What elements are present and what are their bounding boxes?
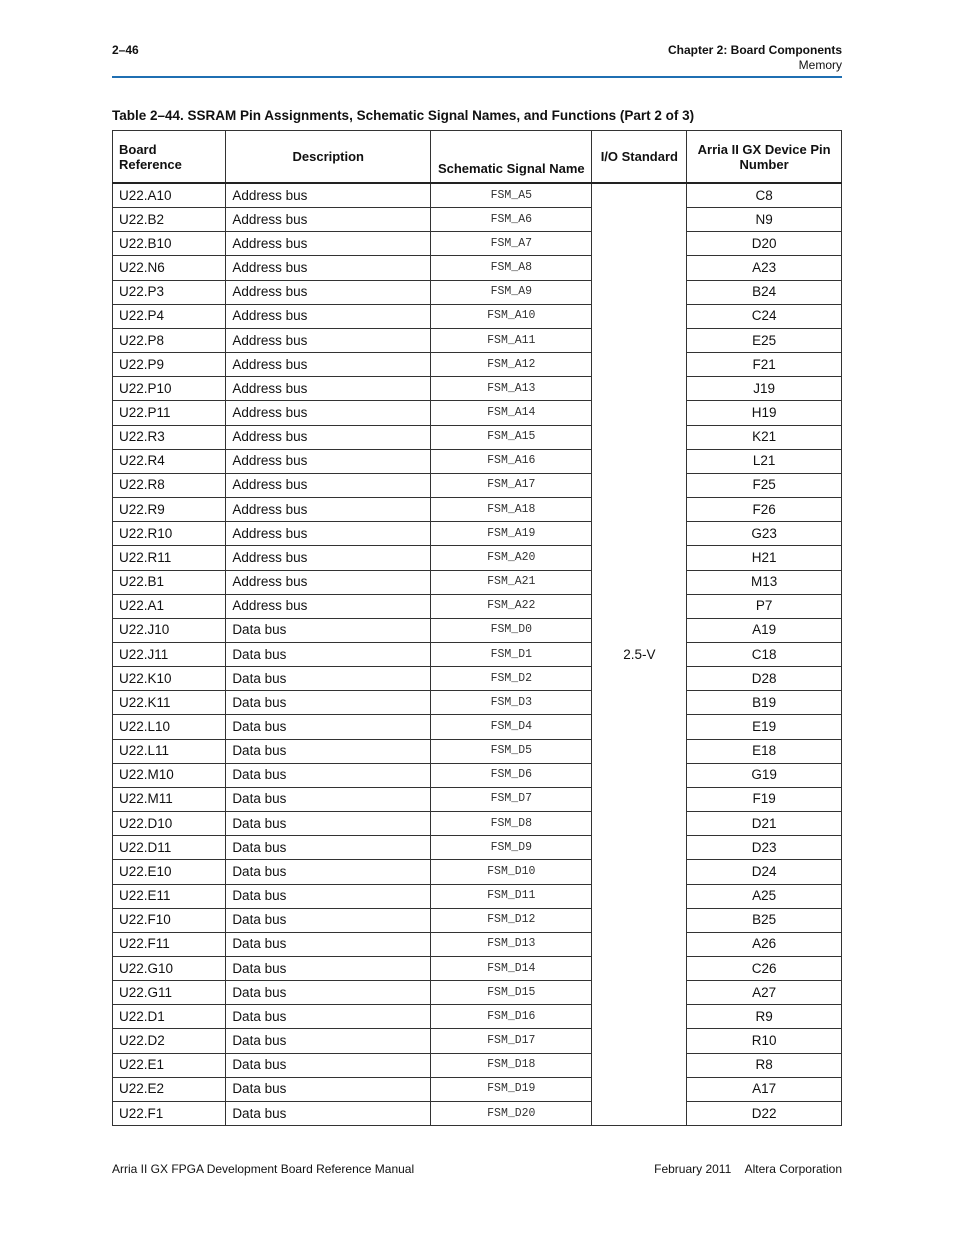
pin-number-cell: P7 [687,594,842,618]
pin-number-cell: H19 [687,401,842,425]
table-row [113,642,842,666]
board-reference-cell: U22.K10 [113,667,226,691]
footer-date: February 2011 [654,1162,732,1176]
pin-number-cell: A27 [687,981,842,1005]
io-standard-cell: 2.5-V [592,183,687,1126]
description-cell: Address bus [226,522,431,546]
board-reference-cell: U22.E1 [113,1053,226,1077]
signal-name-cell: FSM_A16 [431,449,592,473]
table-row [113,763,842,787]
board-reference-cell: U22.D1 [113,1005,226,1029]
description-cell: Data bus [226,932,431,956]
pin-number-cell: R10 [687,1029,842,1053]
signal-name-cell: FSM_D12 [431,908,592,932]
signal-name-cell: FSM_A22 [431,594,592,618]
board-reference-cell: U22.R4 [113,449,226,473]
signal-name-cell: FSM_D14 [431,957,592,981]
signal-name-cell: FSM_D7 [431,787,592,811]
table-row [113,836,842,860]
pin-number-cell: A25 [687,884,842,908]
description-cell: Data bus [226,739,431,763]
description-cell: Address bus [226,594,431,618]
description-cell: Data bus [226,787,431,811]
description-cell: Data bus [226,691,431,715]
signal-name-cell: FSM_D6 [431,763,592,787]
description-cell: Address bus [226,256,431,280]
description-cell: Address bus [226,377,431,401]
signal-name-cell: FSM_A18 [431,498,592,522]
signal-name-cell: FSM_A10 [431,304,592,328]
board-reference-cell: U22.K11 [113,691,226,715]
description-cell: Data bus [226,763,431,787]
signal-name-cell: FSM_A12 [431,353,592,377]
table-row [113,280,842,304]
table-row [113,860,842,884]
pin-number-cell: R9 [687,1005,842,1029]
board-reference-cell: U22.R10 [113,522,226,546]
description-cell: Address bus [226,401,431,425]
pin-number-cell: F21 [687,353,842,377]
description-cell: Address bus [226,328,431,352]
table-row [113,691,842,715]
board-reference-cell: U22.P10 [113,377,226,401]
signal-name-cell: FSM_D18 [431,1053,592,1077]
board-reference-cell: U22.G10 [113,957,226,981]
signal-name-cell: FSM_D8 [431,812,592,836]
signal-name-cell: FSM_D4 [431,715,592,739]
board-reference-cell: U22.F11 [113,932,226,956]
pin-number-cell: E18 [687,739,842,763]
pin-number-cell: C8 [687,183,842,208]
signal-name-cell: FSM_A5 [431,183,592,208]
pin-number-cell: B24 [687,280,842,304]
board-reference-cell: U22.E11 [113,884,226,908]
description-cell: Address bus [226,280,431,304]
signal-name-cell: FSM_D15 [431,981,592,1005]
table-row [113,401,842,425]
pin-number-cell: C26 [687,957,842,981]
pin-number-cell: F25 [687,473,842,497]
table-row [113,1077,842,1101]
description-cell: Address bus [226,208,431,232]
signal-name-cell: FSM_D17 [431,1029,592,1053]
board-reference-cell: U22.P4 [113,304,226,328]
pin-number-cell: C24 [687,304,842,328]
board-reference-cell: U22.P8 [113,328,226,352]
description-cell: Data bus [226,812,431,836]
pin-number-cell: B19 [687,691,842,715]
page-number: 2–46 [112,43,139,57]
table-row [113,449,842,473]
pin-number-cell: D28 [687,667,842,691]
signal-name-cell: FSM_A7 [431,232,592,256]
table-row [113,618,842,642]
signal-name-cell: FSM_A21 [431,570,592,594]
table-row [113,1101,842,1125]
pin-number-cell: A19 [687,618,842,642]
table-row [113,1053,842,1077]
description-cell: Address bus [226,546,431,570]
col-header-signal-name: Schematic Signal Name [431,131,592,184]
signal-name-cell: FSM_A15 [431,425,592,449]
table-row [113,1005,842,1029]
board-reference-cell: U22.D2 [113,1029,226,1053]
signal-name-cell: FSM_D1 [431,642,592,666]
pin-number-cell: B25 [687,908,842,932]
table-row [113,570,842,594]
table-row [113,884,842,908]
table-row [113,787,842,811]
pin-number-cell: J19 [687,377,842,401]
signal-name-cell: FSM_A11 [431,328,592,352]
description-cell: Address bus [226,473,431,497]
table-row [113,304,842,328]
table-row [113,425,842,449]
description-cell: Data bus [226,618,431,642]
board-reference-cell: U22.P9 [113,353,226,377]
description-cell: Address bus [226,232,431,256]
description-cell: Data bus [226,1101,431,1125]
description-cell: Address bus [226,425,431,449]
board-reference-cell: U22.B2 [113,208,226,232]
description-cell: Data bus [226,667,431,691]
signal-name-cell: FSM_D3 [431,691,592,715]
board-reference-cell: U22.L11 [113,739,226,763]
running-header [668,43,842,73]
table-row [113,932,842,956]
board-reference-cell: U22.M11 [113,787,226,811]
table-row [113,232,842,256]
board-reference-cell: U22.A1 [113,594,226,618]
description-cell: Address bus [226,449,431,473]
signal-name-cell: FSM_A19 [431,522,592,546]
signal-name-cell: FSM_D0 [431,618,592,642]
signal-name-cell: FSM_D10 [431,860,592,884]
board-reference-cell: U22.B10 [113,232,226,256]
description-cell: Address bus [226,570,431,594]
board-reference-cell: U22.P11 [113,401,226,425]
pin-number-cell: F19 [687,787,842,811]
table-row [113,473,842,497]
signal-name-cell: FSM_A9 [431,280,592,304]
description-cell: Data bus [226,981,431,1005]
board-reference-cell: U22.M10 [113,763,226,787]
pin-number-cell: A17 [687,1077,842,1101]
board-reference-cell: U22.R8 [113,473,226,497]
description-cell: Data bus [226,908,431,932]
description-cell: Data bus [226,715,431,739]
pin-number-cell: G23 [687,522,842,546]
signal-name-cell: FSM_D20 [431,1101,592,1125]
table-body [113,183,842,1126]
pin-number-cell: A26 [687,932,842,956]
board-reference-cell: U22.B1 [113,570,226,594]
pin-number-cell: E25 [687,328,842,352]
pin-number-cell: H21 [687,546,842,570]
signal-name-cell: FSM_D5 [431,739,592,763]
board-reference-cell: U22.D10 [113,812,226,836]
signal-name-cell: FSM_A20 [431,546,592,570]
signal-name-cell: FSM_A6 [431,208,592,232]
col-header-description: Description [226,131,431,184]
pin-number-cell: D21 [687,812,842,836]
description-cell: Data bus [226,957,431,981]
table-row [113,1029,842,1053]
signal-name-cell: FSM_D9 [431,836,592,860]
board-reference-cell: U22.E10 [113,860,226,884]
pin-number-cell: L21 [687,449,842,473]
table-row [113,208,842,232]
description-cell: Data bus [226,1053,431,1077]
col-header-pin-number: Arria II GX Device Pin Number [687,131,842,184]
signal-name-cell: FSM_A13 [431,377,592,401]
board-reference-cell: U22.G11 [113,981,226,1005]
description-cell: Address bus [226,183,431,208]
footer-manual-title: Arria II GX FPGA Development Board Reference Manual [112,1162,415,1176]
table-header-row [113,131,842,184]
table-row [113,353,842,377]
signal-name-cell: FSM_D11 [431,884,592,908]
footer-right [654,1162,842,1176]
table-row [113,522,842,546]
description-cell: Data bus [226,860,431,884]
table-row [113,546,842,570]
board-reference-cell: U22.N6 [113,256,226,280]
board-reference-cell: U22.R3 [113,425,226,449]
description-cell: Data bus [226,642,431,666]
board-reference-cell: U22.A10 [113,183,226,208]
table-row [113,715,842,739]
table-row [113,981,842,1005]
table-row [113,328,842,352]
board-reference-cell: U22.D11 [113,836,226,860]
pin-number-cell: D20 [687,232,842,256]
header-rule [112,76,842,78]
board-reference-cell: U22.R9 [113,498,226,522]
board-reference-cell: U22.P3 [113,280,226,304]
pin-assignment-table [112,130,842,1126]
table-caption: Table 2–44. SSRAM Pin Assignments, Schematic Signal Names, and Functions (Part 2 of 3) [112,108,695,123]
signal-name-cell: FSM_D19 [431,1077,592,1101]
signal-name-cell: FSM_A8 [431,256,592,280]
table-row [113,183,842,208]
pin-number-cell: D24 [687,860,842,884]
board-reference-cell: U22.E2 [113,1077,226,1101]
chapter-title: Chapter 2: Board Components [667,43,842,57]
section-title: Memory [798,58,842,72]
signal-name-cell: FSM_D13 [431,932,592,956]
description-cell: Address bus [226,353,431,377]
description-cell: Data bus [226,1077,431,1101]
pin-number-cell: M13 [687,570,842,594]
signal-name-cell: FSM_D2 [431,667,592,691]
board-reference-cell: U22.L10 [113,715,226,739]
col-header-io-standard: I/O Standard [592,131,687,184]
signal-name-cell: FSM_A17 [431,473,592,497]
description-cell: Data bus [226,1005,431,1029]
table-row [113,377,842,401]
table-row [113,812,842,836]
table-row [113,498,842,522]
description-cell: Data bus [226,836,431,860]
pin-number-cell: A23 [687,256,842,280]
description-cell: Address bus [226,304,431,328]
board-reference-cell: U22.F1 [113,1101,226,1125]
pin-number-cell: G19 [687,763,842,787]
pin-number-cell: F26 [687,498,842,522]
pin-number-cell: R8 [687,1053,842,1077]
pin-number-cell: C18 [687,642,842,666]
description-cell: Data bus [226,884,431,908]
description-cell: Address bus [226,498,431,522]
pin-number-cell: D23 [687,836,842,860]
board-reference-cell: U22.J11 [113,642,226,666]
pin-number-cell: E19 [687,715,842,739]
description-cell: Data bus [226,1029,431,1053]
pin-number-cell: D22 [687,1101,842,1125]
table-row [113,957,842,981]
board-reference-cell: U22.J10 [113,618,226,642]
table-row [113,667,842,691]
table-row [113,908,842,932]
board-reference-cell: U22.R11 [113,546,226,570]
signal-name-cell: FSM_A14 [431,401,592,425]
col-header-board-reference: Board Reference [113,131,226,184]
pin-number-cell: K21 [687,425,842,449]
pin-number-cell: N9 [687,208,842,232]
table-row [113,256,842,280]
footer-company: Altera Corporation [744,1162,842,1176]
signal-name-cell: FSM_D16 [431,1005,592,1029]
table-row [113,739,842,763]
table-row [113,594,842,618]
board-reference-cell: U22.F10 [113,908,226,932]
